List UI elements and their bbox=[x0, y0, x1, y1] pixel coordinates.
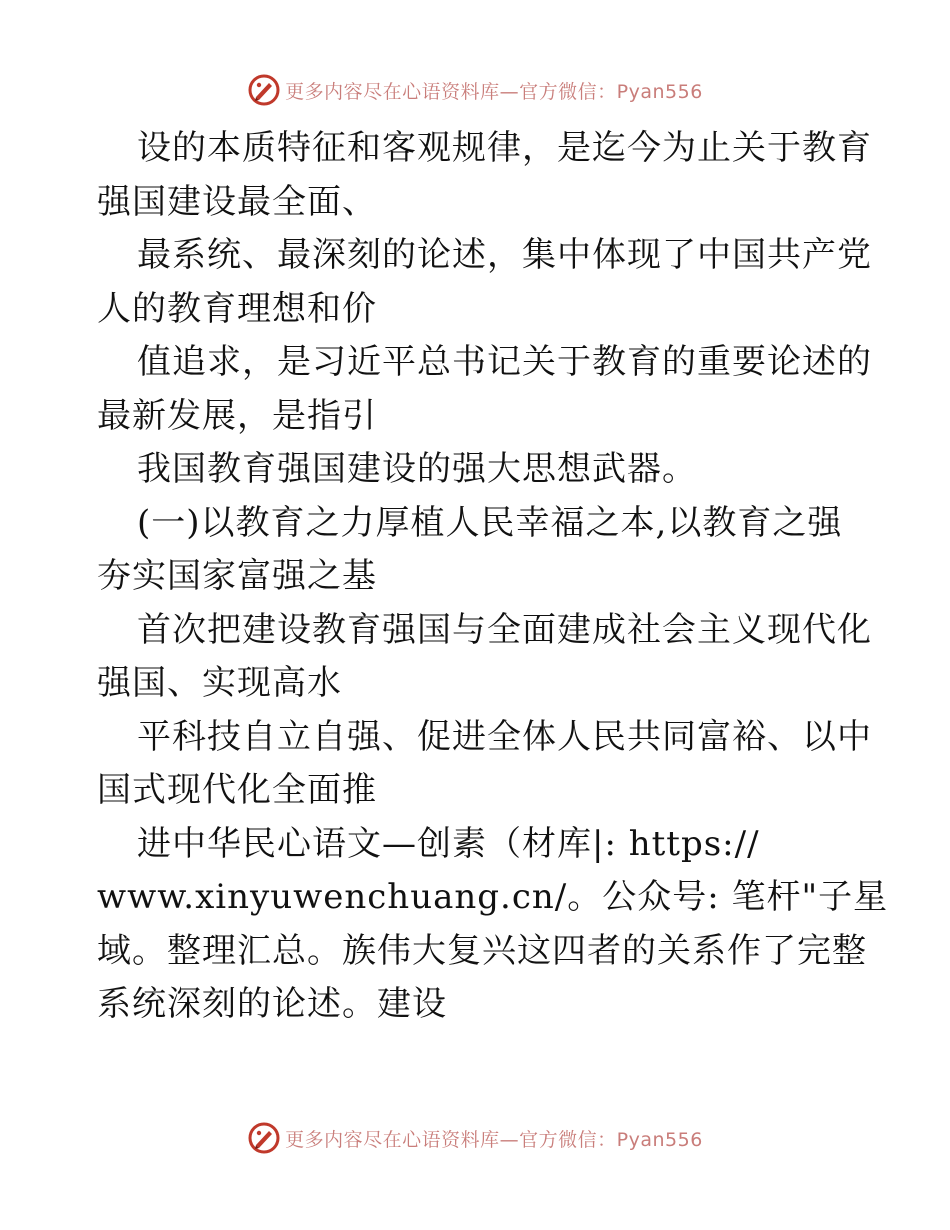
footer-watermark-text: 更多内容尽在心语资料库—官方微信：Pyan556 bbox=[285, 1128, 703, 1151]
section-heading-continued: 夯实国家富强之基 bbox=[97, 556, 377, 596]
text-line: 强国、实现高水 bbox=[97, 663, 342, 703]
header-watermark-banner bbox=[0, 70, 950, 110]
header-watermark-text: 更多内容尽在心语资料库—官方微信：Pyan556 bbox=[285, 80, 703, 103]
text-line: 我国教育强国建设的强大思想武器。 bbox=[137, 449, 697, 489]
text-line: www.xinyuwenchuang.cn/。公众号: 笔杆"子星 bbox=[97, 877, 889, 917]
pen-seal-icon bbox=[247, 1121, 281, 1155]
text-line: 人的教育理想和价 bbox=[97, 288, 377, 329]
document-body bbox=[97, 122, 889, 1032]
text-line: 设的本质特征和客观规律，是迄今为止关于教育 bbox=[137, 128, 872, 168]
text-line: 首次把建设教育强国与全面建成社会主义现代化 bbox=[137, 609, 872, 650]
text-line: 值追求，是习近平总书记关于教育的重要论述的 bbox=[137, 342, 872, 382]
section-heading: (一)以教育之力厚植人民幸福之本,以教育之强 bbox=[137, 502, 843, 543]
footer-watermark-banner bbox=[0, 1118, 950, 1158]
pen-seal-icon bbox=[247, 73, 281, 107]
text-line: 强国建设最全面、 bbox=[97, 181, 377, 222]
text-line: 最新发展，是指引 bbox=[97, 395, 377, 436]
text-line: 进中华民心语文—创素（材库|: https:// bbox=[137, 823, 760, 864]
text-line: 国式现代化全面推 bbox=[97, 770, 377, 810]
text-line: 最系统、最深刻的论述，集中体现了中国共产党 bbox=[137, 235, 872, 275]
text-line: 平科技自立自强、促进全体人民共同富裕、以中 bbox=[137, 716, 872, 757]
text-line: 域。整理汇总。族伟大复兴这四者的关系作了完整 bbox=[97, 930, 867, 971]
text-line: 系统深刻的论述。建设 bbox=[97, 984, 447, 1024]
